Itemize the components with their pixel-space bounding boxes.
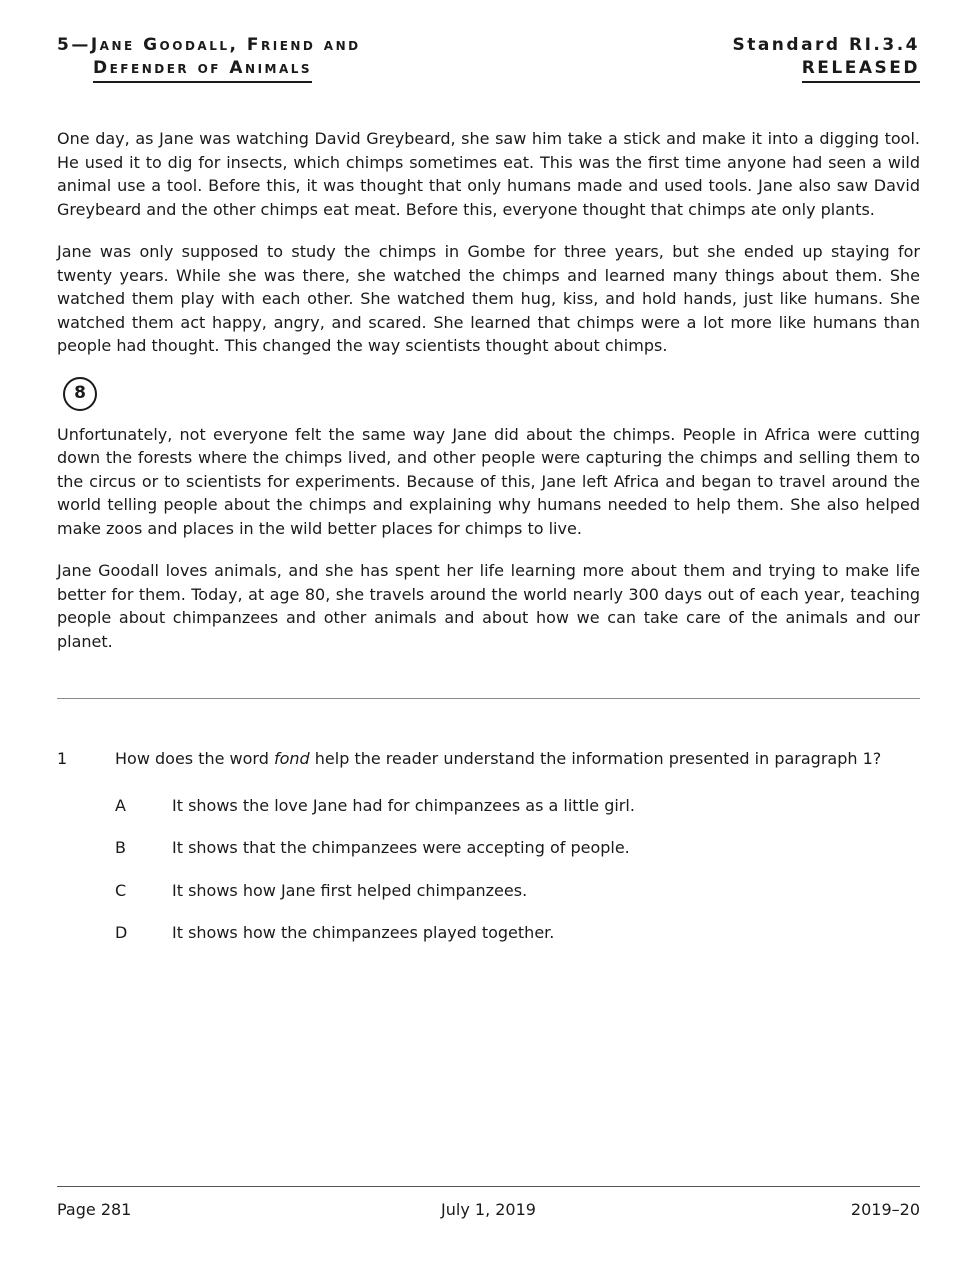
passage-title-line2: Defender of Animals	[93, 57, 312, 83]
question-text-prefix: How does the word	[115, 749, 274, 768]
standard-label	[732, 34, 920, 83]
answer-options	[57, 794, 920, 945]
footer-page-number: Page 281	[57, 1200, 132, 1219]
answer-option-c	[115, 879, 920, 903]
option-text: It shows how the chimpanzees played together.	[172, 923, 555, 942]
passage-paragraph: Unfortunately, not everyone felt the same way Jane did about the chimps. People in Africa were cutting down the forests where the chimps lived, and other people were capturing the chimps and selling them to the circus or to scientists for experiments. Because of this, Jane left Africa and began to travel around the world telling people about the chimps and explaining why humans needed to help them. She also helped make zoos and places in the wild better places for chimps to live.	[57, 424, 920, 538]
footer-school-year: 2019–20	[850, 1200, 920, 1219]
option-text: It shows that the chimpanzees were accepting of people.	[172, 838, 630, 857]
question-text	[115, 747, 920, 771]
passage-paragraph: One day, as Jane was watching David Greybeard, she saw him take a stick and make it into a digging tool. He used it to dig for insects, which chimps sometimes eat. This was the first time anyone had seen a wild animal use a tool. Before this, it was thought that only humans made and used tools. Jane also saw David Greybeard and the other chimps eat meat. Before this, everyone thought that chimps ate only plants.	[57, 129, 920, 219]
option-letter: C	[115, 880, 127, 900]
question-number: 1	[57, 749, 68, 768]
question-text-keyword: fond	[273, 749, 310, 768]
passage-paragraph: Jane Goodall loves animals, and she has spent her life learning more about them and trying to make life better for them. Today, at age 80, she travels around the world nearly 300 days out of each year, teaching people about chimpanzees and other animals and about how we can take care of the animals and our planet.	[57, 561, 920, 651]
footer-date: July 1, 2019	[441, 1200, 536, 1219]
paragraph-number-badge: 8	[63, 377, 97, 411]
option-letter: B	[115, 838, 126, 857]
passage-paragraph: Jane was only supposed to study the chimps in Gombe for three years, but she ended up staying for twenty years. While she was there, she watched the chimps and learned many things about them. She watched them play with each other. She watched them hug, kiss, and hold hands, just like humans. She watched them act happy, angry, and scared. She learned that chimps were a lot more like humans than people had thought. This changed the way scientists thought about chimps.	[57, 242, 920, 355]
option-letter: A	[115, 795, 126, 815]
answer-option-b	[115, 836, 920, 860]
question-text-suffix: help the reader understand the information presented in paragraph 1?	[309, 749, 882, 768]
passage-title	[57, 34, 361, 83]
passage-body	[57, 127, 920, 653]
released-label: RELEASED	[802, 57, 920, 83]
answer-option-d	[115, 921, 920, 945]
option-letter: D	[115, 923, 128, 942]
question-stem	[57, 747, 920, 771]
page-footer	[57, 1186, 920, 1219]
option-text: It shows the love Jane had for chimpanzees as a little girl.	[172, 795, 635, 815]
option-text: It shows how Jane first helped chimpanzees.	[172, 880, 528, 900]
standard-code: Standard RI.3.4	[732, 35, 920, 55]
question-block	[57, 747, 920, 945]
section-divider	[57, 698, 920, 699]
page-header	[57, 34, 920, 83]
answer-option-a	[115, 794, 920, 818]
passage-title-line1: 5—Jane Goodall, Friend and	[57, 35, 361, 55]
